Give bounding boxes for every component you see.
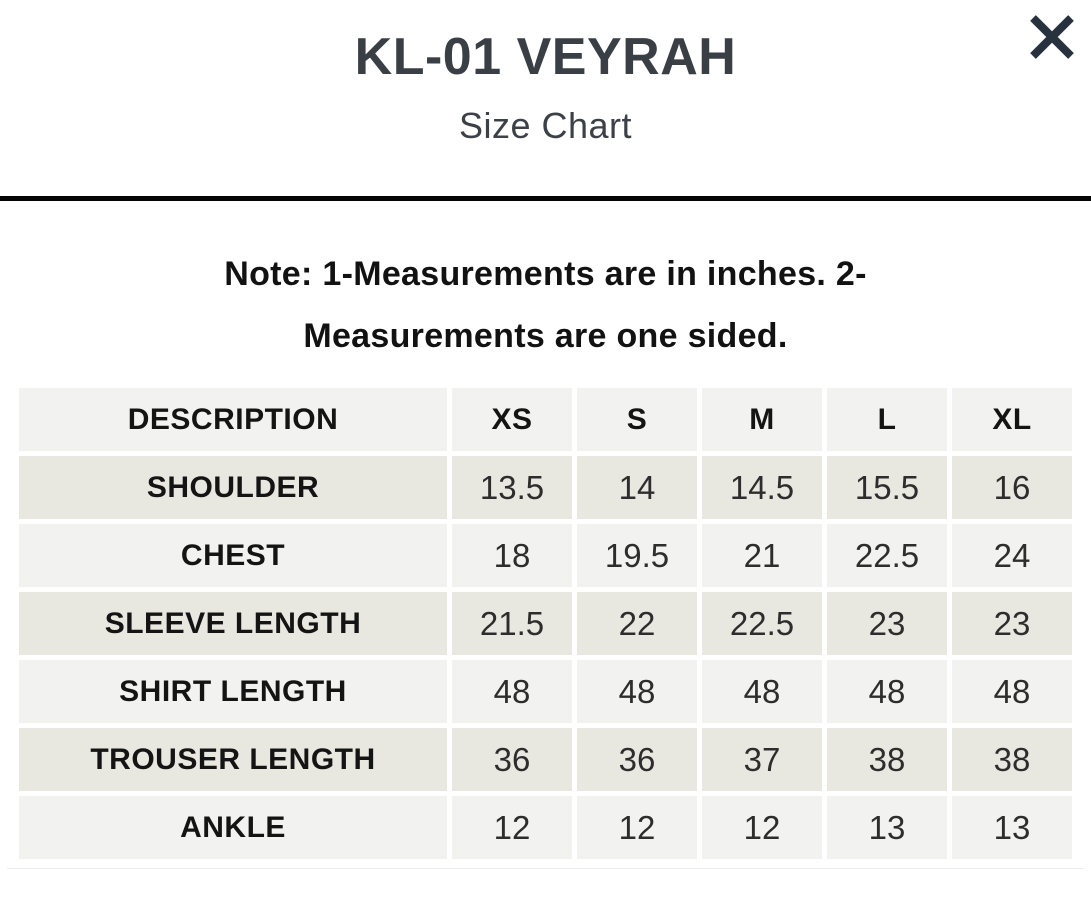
note-line-1: Note: 1-Measurements are in inches. 2- bbox=[224, 255, 867, 293]
cell-value: 38 bbox=[827, 728, 947, 791]
cell-value: 13 bbox=[827, 796, 947, 859]
measurement-note bbox=[0, 243, 1091, 367]
cell-value: 38 bbox=[952, 728, 1072, 791]
row-label: SHOULDER bbox=[19, 456, 447, 519]
cell-value: 24 bbox=[952, 524, 1072, 587]
cell-value: 48 bbox=[702, 660, 822, 723]
cell-value: 13 bbox=[952, 796, 1072, 859]
row-label: TROUSER LENGTH bbox=[19, 728, 447, 791]
cell-value: 16 bbox=[952, 456, 1072, 519]
table-row-shirt-length bbox=[19, 660, 1072, 723]
cell-value: 21 bbox=[702, 524, 822, 587]
cell-value: 21.5 bbox=[452, 592, 572, 655]
cell-value: 48 bbox=[952, 660, 1072, 723]
cell-value: 14.5 bbox=[702, 456, 822, 519]
column-header-s: S bbox=[577, 388, 697, 451]
size-chart-table bbox=[14, 383, 1077, 864]
row-label: ANKLE bbox=[19, 796, 447, 859]
table-row-chest bbox=[19, 524, 1072, 587]
column-header-description: DESCRIPTION bbox=[19, 388, 447, 451]
header-divider bbox=[0, 196, 1091, 201]
cell-value: 22 bbox=[577, 592, 697, 655]
cell-value: 14 bbox=[577, 456, 697, 519]
cell-value: 15.5 bbox=[827, 456, 947, 519]
modal-header bbox=[0, 0, 1091, 146]
cell-value: 23 bbox=[952, 592, 1072, 655]
column-header-xs: XS bbox=[452, 388, 572, 451]
cell-value: 36 bbox=[577, 728, 697, 791]
page-subtitle: Size Chart bbox=[458, 105, 633, 146]
cell-value: 36 bbox=[452, 728, 572, 791]
cell-value: 13.5 bbox=[452, 456, 572, 519]
cell-value: 37 bbox=[702, 728, 822, 791]
table-row-ankle bbox=[19, 796, 1072, 859]
table-row-trouser-length bbox=[19, 728, 1072, 791]
cell-value: 48 bbox=[452, 660, 572, 723]
note-line-2: Measurements are one sided. bbox=[303, 317, 788, 355]
cell-value: 48 bbox=[577, 660, 697, 723]
cell-value: 22.5 bbox=[827, 524, 947, 587]
cell-value: 19.5 bbox=[577, 524, 697, 587]
cell-value: 22.5 bbox=[702, 592, 822, 655]
table-header-row bbox=[19, 388, 1072, 451]
column-header-xl: XL bbox=[952, 388, 1072, 451]
cell-value: 12 bbox=[577, 796, 697, 859]
table-bottom-divider bbox=[7, 868, 1084, 869]
cell-value: 12 bbox=[702, 796, 822, 859]
cell-value: 23 bbox=[827, 592, 947, 655]
row-label: SHIRT LENGTH bbox=[19, 660, 447, 723]
row-label: SLEEVE LENGTH bbox=[19, 592, 447, 655]
cell-value: 48 bbox=[827, 660, 947, 723]
close-icon bbox=[1028, 14, 1076, 60]
cell-value: 12 bbox=[452, 796, 572, 859]
column-header-l: L bbox=[827, 388, 947, 451]
page-title: KL-01 VEYRAH bbox=[354, 28, 737, 86]
table-row-sleeve-length bbox=[19, 592, 1072, 655]
close-button[interactable] bbox=[1025, 10, 1079, 64]
column-header-m: M bbox=[702, 388, 822, 451]
cell-value: 18 bbox=[452, 524, 572, 587]
table-row-shoulder bbox=[19, 456, 1072, 519]
row-label: CHEST bbox=[19, 524, 447, 587]
